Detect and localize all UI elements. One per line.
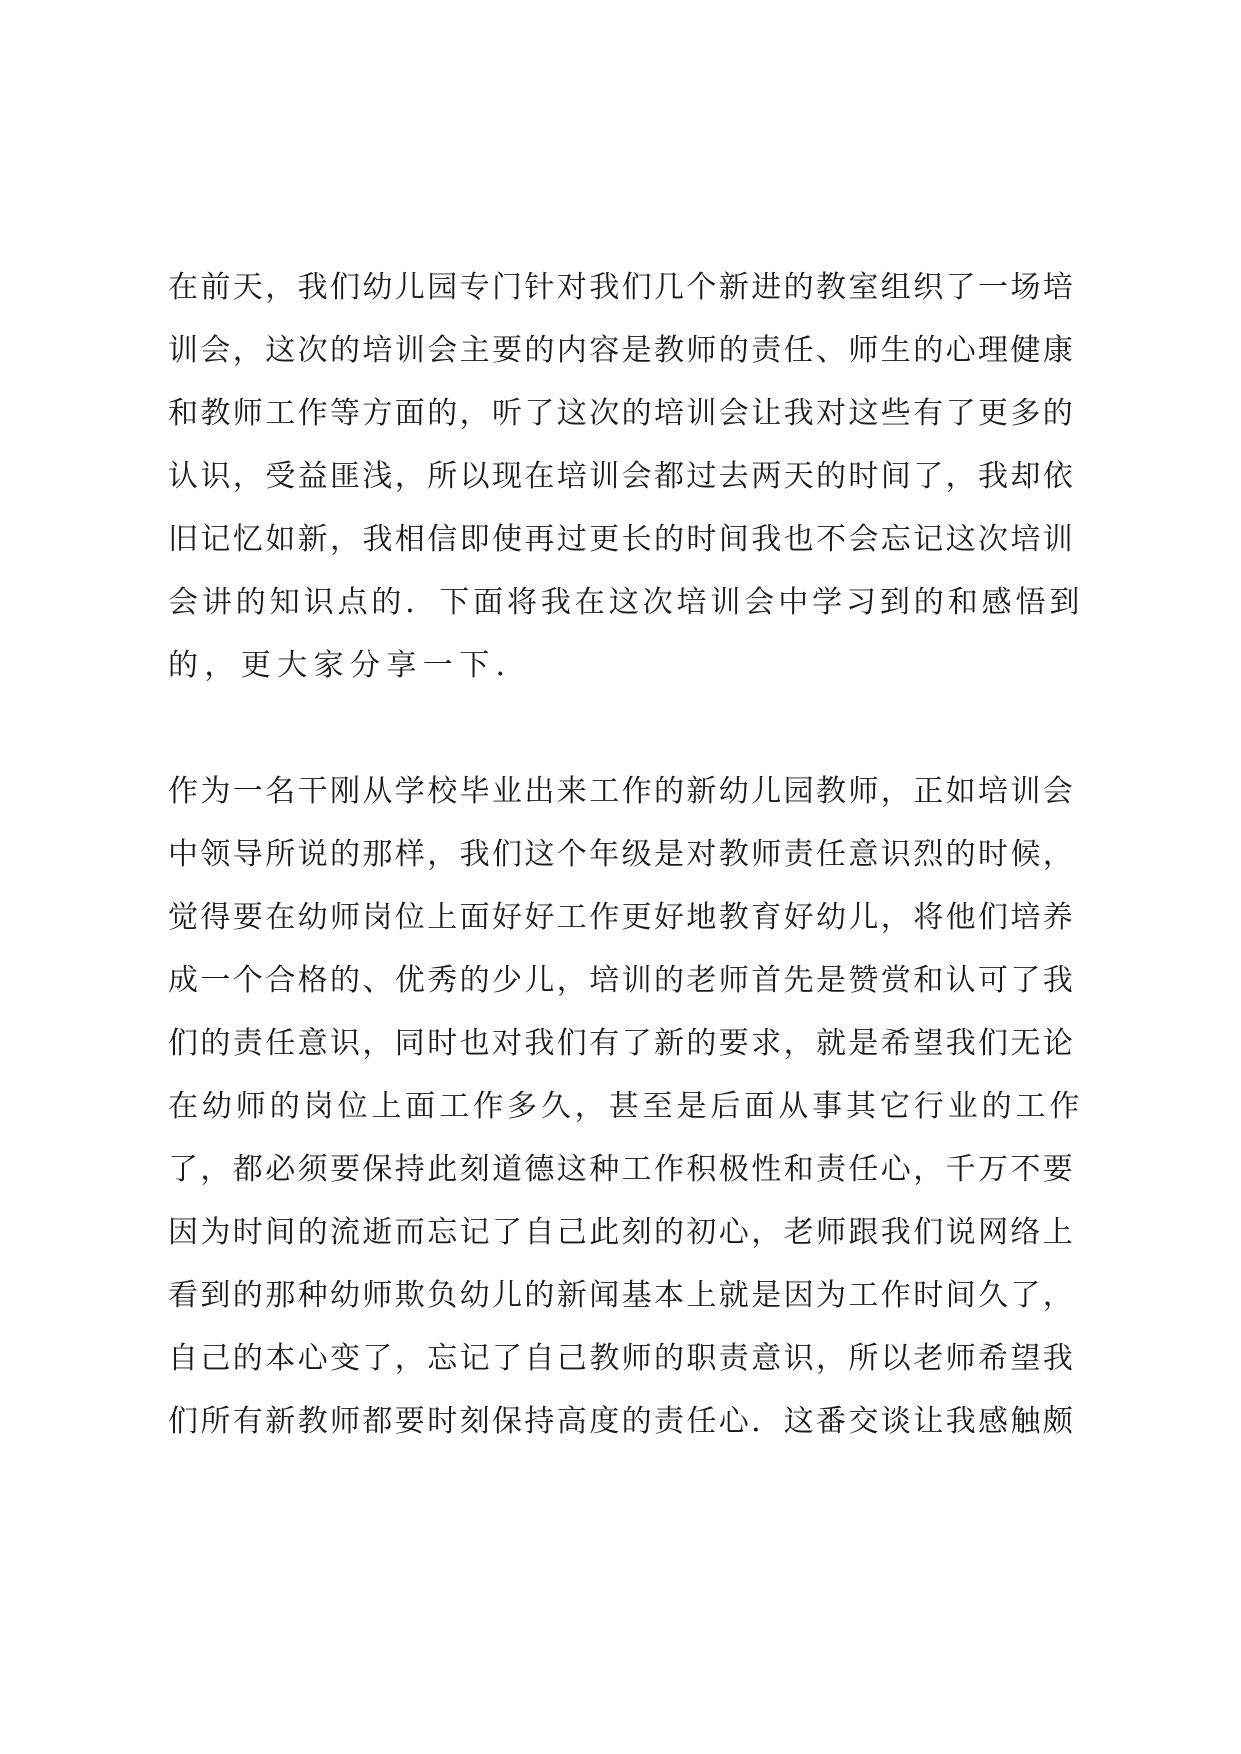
text-line: 旧记忆如新，我相信即使再过更长的时间我也不会忘记这次培训	[168, 522, 1076, 557]
text-line: 们的责任意识，同时也对我们有了新的要求，就是希望我们无论	[168, 1026, 1076, 1061]
document-body	[168, 256, 1088, 1516]
text-line: 在前天，我们幼儿园专门针对我们几个新进的教室组织了一场培	[168, 270, 1076, 305]
text-line: 自己的本心变了，忘记了自己教师的职责意识，所以老师希望我	[168, 1341, 1076, 1376]
text-line: 会讲的知识点的．下面将我在这次培训会中学习到的和感悟到	[168, 585, 1084, 620]
text-line: 成一个合格的、优秀的少儿，培训的老师首先是赞赏和认可了我	[168, 963, 1076, 998]
text-line: 了，都必须要保持此刻道德这种工作积极性和责任心，千万不要	[168, 1152, 1076, 1187]
text-line: 作为一名干刚从学校毕业出来工作的新幼儿园教师，正如培训会	[168, 774, 1076, 809]
text-line: 的，更大家分享一下．	[168, 648, 532, 683]
text-line	[168, 1453, 1088, 1516]
text-line: 中领导所说的那样，我们这个年级是对教师责任意识烈的时候，	[168, 837, 1076, 872]
text-line: 训会，这次的培训会主要的内容是教师的责任、师生的心理健康	[168, 333, 1076, 368]
text-line: 觉得要在幼师岗位上面好好工作更好地教育好幼儿，将他们培养	[168, 900, 1076, 935]
text-line: 和教师工作等方面的，听了这次的培训会让我对这些有了更多的	[168, 396, 1076, 431]
text-line: 在幼师的岗位上面工作多久，甚至是后面从事其它行业的工作	[168, 1089, 1084, 1124]
text-line: 因为时间的流逝而忘记了自己此刻的初心，老师跟我们说网络上	[168, 1215, 1076, 1250]
text-line: 们所有新教师都要时刻保持高度的责任心．这番交谈让我感触颇	[168, 1404, 1076, 1439]
paragraph-training-intro	[168, 256, 1088, 697]
paragraph-responsibility	[168, 760, 1088, 1516]
text-line: 看到的那种幼师欺负幼儿的新闻基本上就是因为工作时间久了，	[168, 1278, 1076, 1313]
text-line: 认识，受益匪浅，所以现在培训会都过去两天的时间了，我却依	[168, 459, 1076, 494]
paragraph-spacer	[168, 697, 1088, 760]
